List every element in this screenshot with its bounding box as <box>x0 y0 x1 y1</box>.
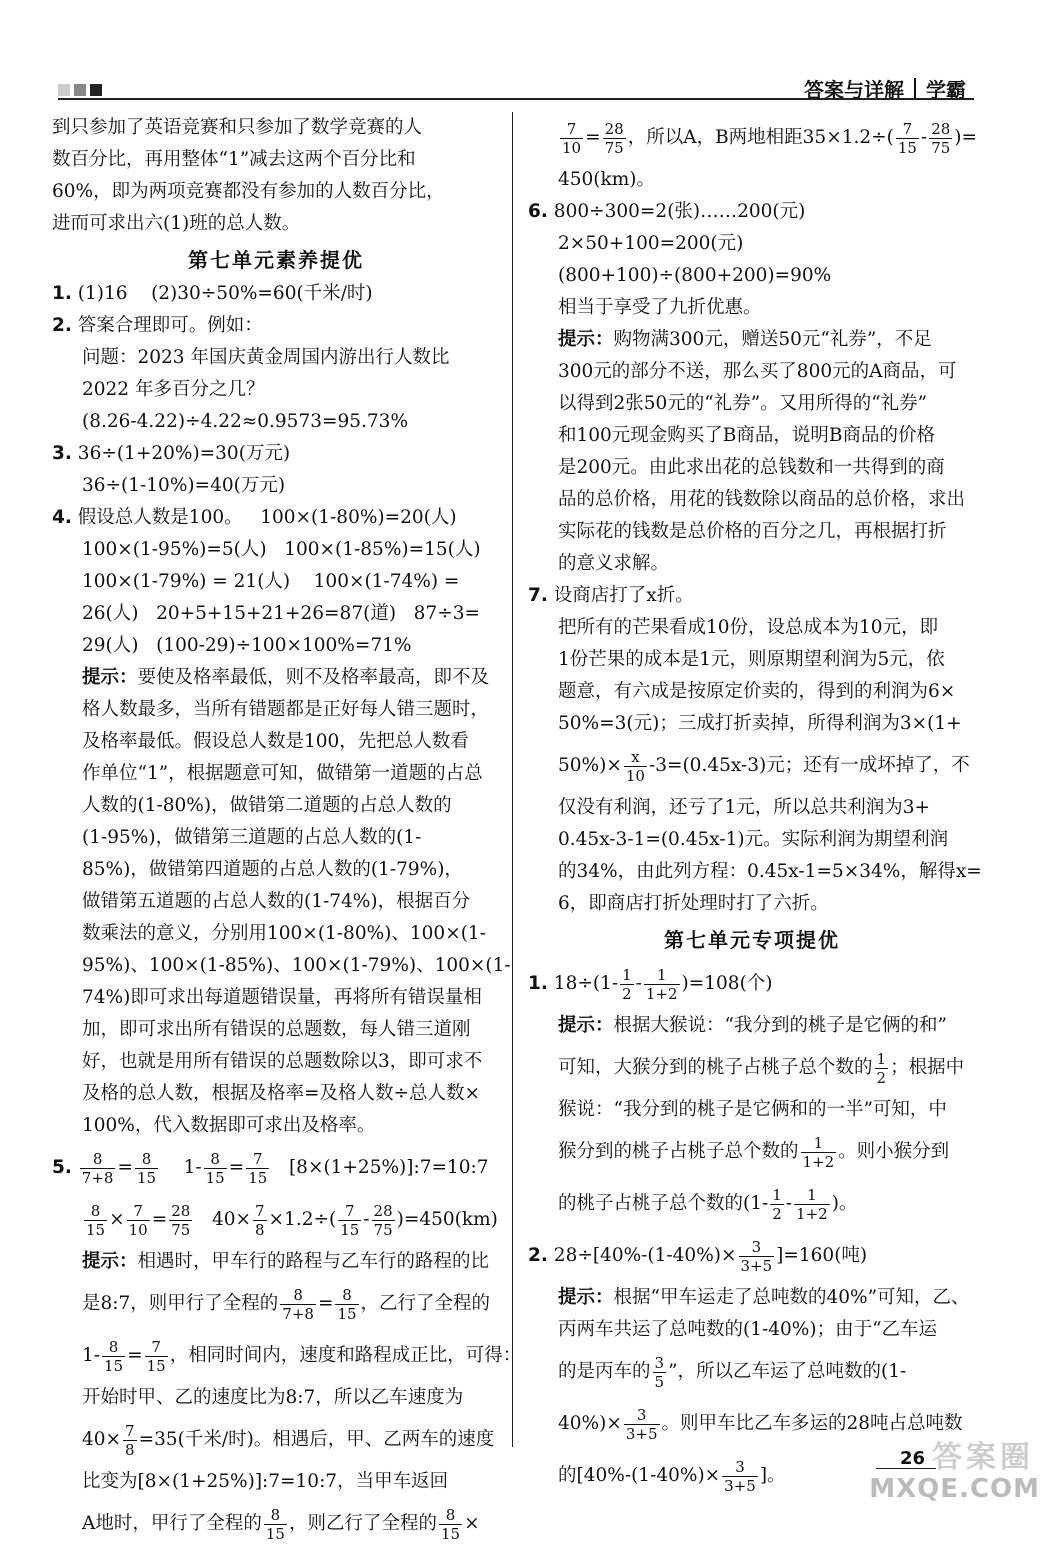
text-line: 6，即商店打折处理时打了六折。 <box>558 893 829 914</box>
fraction <box>145 1338 168 1375</box>
text-line: 题意，有六成是按原定价卖的，得到的利润为6× <box>558 681 956 702</box>
text-line: 品的总价格，用花的钱数除以商品的总价格，求出 <box>558 489 966 510</box>
fraction <box>253 1202 267 1239</box>
fraction-numerator: 3 <box>722 1458 758 1477</box>
section-title-literacy: 第七单元素养提优 <box>188 248 364 272</box>
math-text: 。则小猴分到 <box>838 1141 950 1162</box>
math-text: )=108(个) <box>681 973 773 994</box>
hint-text: 根据大猴说：“我分到的桃子是它俩的和” <box>613 1015 947 1036</box>
text-line: 29(人) (100-29)÷100×100%=71% <box>82 635 412 656</box>
hint-label: 提示： <box>82 1251 138 1272</box>
text-line: 100%，代入数据即可求出及格率。 <box>82 1115 376 1136</box>
text-line: 的34%，由此列方程：0.45x-1=5×34%，解得x= <box>558 861 982 882</box>
math-line <box>52 1498 500 1550</box>
square-dark <box>90 84 102 96</box>
math-text: 猴分到的桃子占桃子总个数的 <box>558 1141 799 1162</box>
answer-5 <box>52 1142 500 1194</box>
text-line: (8.26-4.22)÷4.22≈0.9573=95.73% <box>82 411 409 432</box>
math-text: 40× <box>194 1209 251 1230</box>
fraction-numerator: 8 <box>84 1202 107 1221</box>
math-text: 可知，大猴分到的桃子占桃子总个数的 <box>558 1057 873 1078</box>
special-answer-1 <box>528 958 976 1010</box>
hint-line <box>52 1246 500 1278</box>
special-answer-2 <box>528 1230 976 1282</box>
text-line: 及格的总人数，根据及格率=及格人数÷总人数× <box>82 1083 481 1104</box>
text-line: 85%)，做错第四道题的占总人数的(1-79%)， <box>82 859 463 880</box>
question-number: 7. <box>528 585 548 606</box>
fraction <box>280 1286 316 1323</box>
hint-line <box>528 1010 976 1042</box>
fraction-denominator: 1+2 <box>796 1204 828 1223</box>
fraction-numerator: 3 <box>739 1238 775 1257</box>
fraction-denominator: 15 <box>340 1220 360 1239</box>
fraction-numerator: 8 <box>439 1506 462 1525</box>
text-line: 36÷(1-10%)=40(万元) <box>82 475 286 496</box>
fraction-numerator: 1 <box>801 1134 837 1153</box>
math-text: 的桃子占桃子总个数的(1- <box>558 1193 769 1214</box>
math-text: ，所以A，B两地相距35×1.2÷( <box>627 127 894 148</box>
fraction <box>722 1458 758 1495</box>
text-line: 数乘法的意义，分别用100×(1-80%)、100×(1- <box>82 923 486 944</box>
answer-4 <box>52 502 500 534</box>
fraction-numerator: x <box>624 748 647 767</box>
text-line: 加，即可求出所有错误的总题数，每人错三道刚 <box>82 1019 471 1040</box>
math-text: 1- <box>160 1157 202 1178</box>
fraction-denominator: 2 <box>772 1204 782 1223</box>
fraction-numerator: 8 <box>335 1286 358 1305</box>
fraction-numerator: 7 <box>338 1202 361 1221</box>
math-text: ×1.2÷( <box>268 1209 337 1230</box>
math-text: 是8:7，则甲行了全程的 <box>82 1293 279 1314</box>
text-line: 100×(1-95%)=5(人) 100×(1-85%)=15(人) <box>82 539 481 560</box>
math-text: ；根据中 <box>890 1057 965 1078</box>
section-title-special: 第七单元专项提优 <box>664 928 840 952</box>
fraction-numerator: 8 <box>264 1506 287 1525</box>
question-number: 2. <box>52 315 72 336</box>
text-line: 好，也就是用所有错误的总题数除以3，即可求不 <box>82 1051 483 1072</box>
fraction-numerator: 7 <box>246 1150 269 1169</box>
fraction-numerator: 28 <box>931 119 951 138</box>
fraction <box>896 120 919 157</box>
fraction-numerator: 8 <box>102 1338 125 1357</box>
math-text: 。则甲车比乙车多运的28吨占总吨数 <box>661 1413 963 1434</box>
math-text: )=450(km) <box>396 1209 498 1230</box>
fraction <box>102 1338 125 1375</box>
math-text: 50%)× <box>558 755 622 776</box>
text-line: 的意义求解。 <box>558 553 670 574</box>
fraction <box>169 1202 192 1239</box>
fraction-numerator: 7 <box>255 1201 265 1220</box>
fraction <box>204 1150 227 1187</box>
question-number: 3. <box>52 443 72 464</box>
watermark-text: MXQE.COM <box>869 1474 1040 1504</box>
header-rule <box>58 98 974 100</box>
fraction <box>603 120 626 157</box>
text-line: 实际花的钱数是总价格的百分之几，再根据打折 <box>558 521 947 542</box>
math-text: = <box>117 1157 133 1178</box>
hint-text: 相遇时，甲车行的路程与乙车行的路程的比 <box>137 1251 490 1272</box>
fraction-denominator: 2 <box>876 1068 887 1087</box>
fraction-numerator: 1 <box>794 1186 830 1205</box>
fraction-denominator: 15 <box>248 1168 268 1187</box>
answer-text: (1)16 (2)30÷50%=60(千米/时) <box>77 283 373 304</box>
text-line: 及格率最低。假设总人数是100，先把总人数看 <box>82 731 469 752</box>
math-line <box>528 1126 976 1178</box>
math-text: ”，所以乙车运了总吨数的(1- <box>668 1361 907 1382</box>
answer-text: 800÷300=2(张)……200(元) <box>553 201 806 222</box>
fraction-denominator: 10 <box>562 138 582 157</box>
math-text: =35(千米/时)。相遇后，甲、乙两车的速度 <box>138 1429 495 1450</box>
answer-6 <box>528 196 976 228</box>
fraction-denominator: 2 <box>622 984 632 1003</box>
text-line: 26(人) 20+5+15+21+26=87(道) 87÷3= <box>82 603 480 624</box>
math-text: - <box>785 1193 793 1214</box>
fraction <box>135 1150 158 1187</box>
fraction <box>560 120 583 157</box>
answer-text: 36÷(1+20%)=30(万元) <box>77 443 291 464</box>
math-text: ]。 <box>759 1465 786 1486</box>
answer-text: 答案合理即可。例如： <box>77 315 263 336</box>
math-text: = <box>585 127 601 148</box>
header-title: 答案与详解 <box>804 78 904 102</box>
math-text: ，则乙行了全程的 <box>288 1513 437 1534</box>
fraction-numerator: 3 <box>624 1406 660 1425</box>
text-line: (1-95%)，做错第三道题的占总人数的(1- <box>82 827 422 848</box>
fraction-numerator: 7 <box>125 1421 135 1440</box>
text-line: 95%)、100×(1-85%)、100×(1-79%)、100×(1- <box>82 955 511 976</box>
question-number: 1. <box>52 283 72 304</box>
fraction-numerator: 8 <box>80 1150 116 1169</box>
math-text: A地时，甲行了全程的 <box>82 1513 262 1534</box>
math-text: -3=(0.45x-3)元；还有一成坏掉了，不 <box>648 755 970 776</box>
question-number: 4. <box>52 507 72 528</box>
fraction-numerator: 8 <box>280 1286 316 1305</box>
question-number: 2. <box>528 1245 548 1266</box>
hint-label: 提示： <box>558 329 614 350</box>
text-line: 进而可求出六(1)班的总人数。 <box>52 213 301 234</box>
math-text: × <box>464 1513 480 1534</box>
text-line: 把所有的芒果看成10份，设总成本为10元，即 <box>558 617 939 638</box>
square-mid <box>74 84 86 96</box>
fraction-denominator: 3+5 <box>724 1476 756 1495</box>
fraction <box>624 1406 660 1443</box>
fraction-denominator: 3+5 <box>625 1424 658 1443</box>
math-text: 40%)× <box>558 1413 622 1434</box>
math-text: ，相同时间内，速度和路程成正比，可得： <box>169 1345 522 1366</box>
text-line: 猴说：“我分到的桃子是它俩和的一半”可知，中 <box>558 1099 947 1120</box>
page-number-rule <box>876 1468 936 1469</box>
math-line <box>52 1278 500 1330</box>
fraction-denominator: 1+2 <box>645 984 678 1003</box>
text-line: 到只参加了英语竞赛和只参加了数学竞赛的人 <box>52 117 423 138</box>
fraction <box>624 748 647 785</box>
text-line: 问题：2023 年国庆黄金周国内游出行人数比 <box>82 347 450 368</box>
fraction <box>644 966 680 1003</box>
fraction-denominator: 15 <box>146 1356 166 1375</box>
fraction-numerator: 28 <box>171 1201 191 1220</box>
math-text: 的[40%-(1-40%)× <box>558 1465 721 1486</box>
square-light <box>58 84 70 96</box>
fraction <box>439 1506 462 1543</box>
math-line <box>528 1398 976 1450</box>
math-text: )。 <box>831 1193 858 1214</box>
fraction-denominator: 15 <box>265 1524 285 1543</box>
math-text: 40× <box>82 1429 122 1450</box>
text-line: 和100元现金购买了B商品，说明B商品的价格 <box>558 425 936 446</box>
fraction-denominator: 8 <box>255 1220 265 1239</box>
fraction-denominator: 3+5 <box>740 1256 773 1275</box>
math-text: 1- <box>82 1345 101 1366</box>
math-text: = <box>151 1209 168 1230</box>
math-text: [8×(1+25%)]:7=10:7 <box>271 1157 489 1178</box>
fraction-numerator: 1 <box>876 1049 887 1068</box>
text-line: 作单位“1”，根据题意可知，做错第一道题的占总 <box>82 763 483 784</box>
fraction-denominator: 7+8 <box>81 1168 114 1187</box>
text-line: 50%=3(元)；三成打折卖掉，所得利润为3×(1+ <box>558 713 962 734</box>
math-text: )= <box>954 127 978 148</box>
text-line: 格人数最多，当所有错题都是正好每人错三题时， <box>82 699 490 720</box>
hint-label: 提示： <box>82 667 138 688</box>
fraction <box>338 1202 361 1239</box>
text-line: 0.45x-3-1=(0.45x-1)元。实际利润为期望利润 <box>558 829 949 850</box>
fraction <box>264 1506 287 1543</box>
text-line: 450(km)。 <box>558 169 655 190</box>
math-line <box>52 1330 522 1382</box>
math-text: - <box>635 973 642 994</box>
math-line <box>528 740 976 792</box>
fraction <box>770 1186 784 1223</box>
answer-2 <box>52 310 500 342</box>
hint-text: 购物满300元，赠送50元“礼券”，不足 <box>613 329 932 350</box>
text-line: 60%，即为两项竞赛都没有参加的人数百分比， <box>52 181 445 202</box>
fraction <box>794 1186 830 1223</box>
fraction-numerator: 3 <box>654 1353 665 1372</box>
fraction-denominator: 15 <box>897 138 917 157</box>
fraction-denominator: 75 <box>373 1220 393 1239</box>
page-number: 26 <box>900 1448 926 1469</box>
math-text: - <box>920 127 928 148</box>
column-divider <box>512 112 513 1447</box>
hint-text: 根据“甲车运走了总吨数的40%”可知，乙、 <box>613 1287 970 1308</box>
math-line <box>52 1414 500 1466</box>
fraction <box>620 966 634 1003</box>
math-line <box>528 1178 976 1230</box>
text-line: 1份芒果的成本是1元，则原期望利润为5元，依 <box>558 649 945 670</box>
fraction <box>739 1238 775 1275</box>
fraction <box>801 1134 837 1171</box>
fraction-denominator: 75 <box>171 1220 191 1239</box>
fraction-denominator: 7+8 <box>282 1304 314 1323</box>
math-line <box>528 1042 976 1094</box>
text-line: 仅没有利润，还亏了1元，所以总共利润为3+ <box>558 797 931 818</box>
question-number: 1. <box>528 973 548 994</box>
text-line: 丙两车共运了总吨数的(1-40%)；由于“乙车运 <box>558 1319 938 1340</box>
math-text: 28÷[40%-(1-40%)× <box>553 1245 737 1266</box>
fraction-denominator: 5 <box>654 1372 665 1391</box>
question-number: 5. <box>52 1157 72 1178</box>
answer-1 <box>52 278 500 310</box>
answer-3 <box>52 438 500 470</box>
text-line: 300元的部分不送，那么买了800元的A商品，可 <box>558 361 957 382</box>
math-text: - <box>363 1209 370 1230</box>
left-column <box>52 112 522 1550</box>
fraction <box>127 1202 150 1239</box>
fraction <box>84 1202 107 1239</box>
text-line: 做错第五道题的占总人数的(1-74%)，根据百分 <box>82 891 471 912</box>
fraction-denominator: 10 <box>128 1220 148 1239</box>
fraction-denominator: 1+2 <box>802 1152 835 1171</box>
fraction <box>653 1354 667 1391</box>
text-line: 100×(1-79%) = 21(人) 100×(1-74%) = <box>82 571 460 592</box>
math-text: 的是丙车的 <box>558 1361 651 1382</box>
hint-line <box>528 1282 976 1314</box>
math-line <box>528 112 976 164</box>
text-line: 2×50+100=200(元) <box>558 233 744 254</box>
fraction-numerator: 1 <box>622 965 632 984</box>
fraction-denominator: 8 <box>125 1440 135 1459</box>
hint-line <box>528 324 976 356</box>
hint-line <box>52 662 500 694</box>
answer-7 <box>528 580 976 612</box>
brand-logo: 学霸 <box>926 78 966 102</box>
fraction <box>335 1286 358 1323</box>
fraction-denominator: 15 <box>440 1524 461 1543</box>
fraction-numerator: 1 <box>644 966 680 985</box>
fraction-numerator: 7 <box>127 1202 150 1221</box>
text-line: 74%)即可求出每道题错误量，再将所有错误量相 <box>82 987 482 1008</box>
fraction-numerator: 28 <box>604 119 624 138</box>
fraction-denominator: 15 <box>104 1356 124 1375</box>
answer-text: 假设总人数是100。 100×(1-80%)=20(人) <box>77 507 457 528</box>
fraction <box>372 1202 395 1239</box>
fraction-numerator: 7 <box>896 120 919 139</box>
text-line: 是200元。由此求出花的总钱数和一共得到的商 <box>558 457 945 478</box>
text-line: 2022 年多百分之几？ <box>82 379 265 400</box>
fraction <box>80 1150 116 1187</box>
fraction-numerator: 8 <box>204 1150 227 1169</box>
fraction <box>246 1150 269 1187</box>
header-separator <box>914 78 916 100</box>
fraction-denominator: 15 <box>86 1220 106 1239</box>
fraction-numerator: 28 <box>373 1201 393 1220</box>
fraction-denominator: 15 <box>205 1168 225 1187</box>
text-line: 比变为[8×(1+25%)]:7=10:7，当甲车返回 <box>82 1471 449 1492</box>
fraction-numerator: 8 <box>135 1150 158 1169</box>
math-text: × <box>109 1209 125 1230</box>
fraction-denominator: 15 <box>136 1168 157 1187</box>
math-text: = <box>317 1293 334 1314</box>
question-number: 6. <box>528 201 548 222</box>
math-text: = <box>228 1157 245 1178</box>
text-line: (800+100)÷(800+200)=90% <box>558 265 832 286</box>
text-line: 开始时甲、乙的速度比为8:7，所以乙车速度为 <box>82 1387 464 1408</box>
math-line <box>52 1194 500 1246</box>
hint-label: 提示： <box>558 1287 614 1308</box>
fraction-denominator: 15 <box>337 1304 357 1323</box>
hint-text: 要使及格率最低，则不及格率最高，即不及 <box>137 667 490 688</box>
fraction-numerator: 7 <box>560 120 583 139</box>
fraction-numerator: 7 <box>145 1338 168 1357</box>
math-text: ]=160(吨) <box>776 1245 868 1266</box>
answer-text: 设商店打了x折。 <box>553 585 694 606</box>
fraction-denominator: 10 <box>625 766 645 785</box>
header-squares <box>58 84 102 96</box>
fraction-denominator: 75 <box>931 138 951 157</box>
watermark-logo: 答案圈 <box>932 1440 1034 1475</box>
hint-label: 提示： <box>558 1015 614 1036</box>
fraction <box>123 1422 137 1459</box>
math-line <box>528 1346 976 1398</box>
fraction-denominator: 75 <box>604 138 624 157</box>
right-column <box>528 112 982 1502</box>
fraction <box>929 120 952 157</box>
math-text: ，乙行了全程的 <box>360 1293 491 1314</box>
math-text: 18÷(1- <box>553 973 619 994</box>
text-line: 以得到2张50元的“礼券”。又用所得的“礼券” <box>558 393 928 414</box>
fraction <box>875 1050 889 1087</box>
text-line: 数百分比，再用整体“1”减去这两个百分比和 <box>52 149 416 170</box>
math-text: = <box>127 1345 143 1366</box>
fraction-numerator: 1 <box>772 1185 782 1204</box>
text-line: 人数的(1-80%)，做错第二道题的占总人数的 <box>82 795 452 816</box>
text-line: 相当于享受了九折优惠。 <box>558 297 762 318</box>
